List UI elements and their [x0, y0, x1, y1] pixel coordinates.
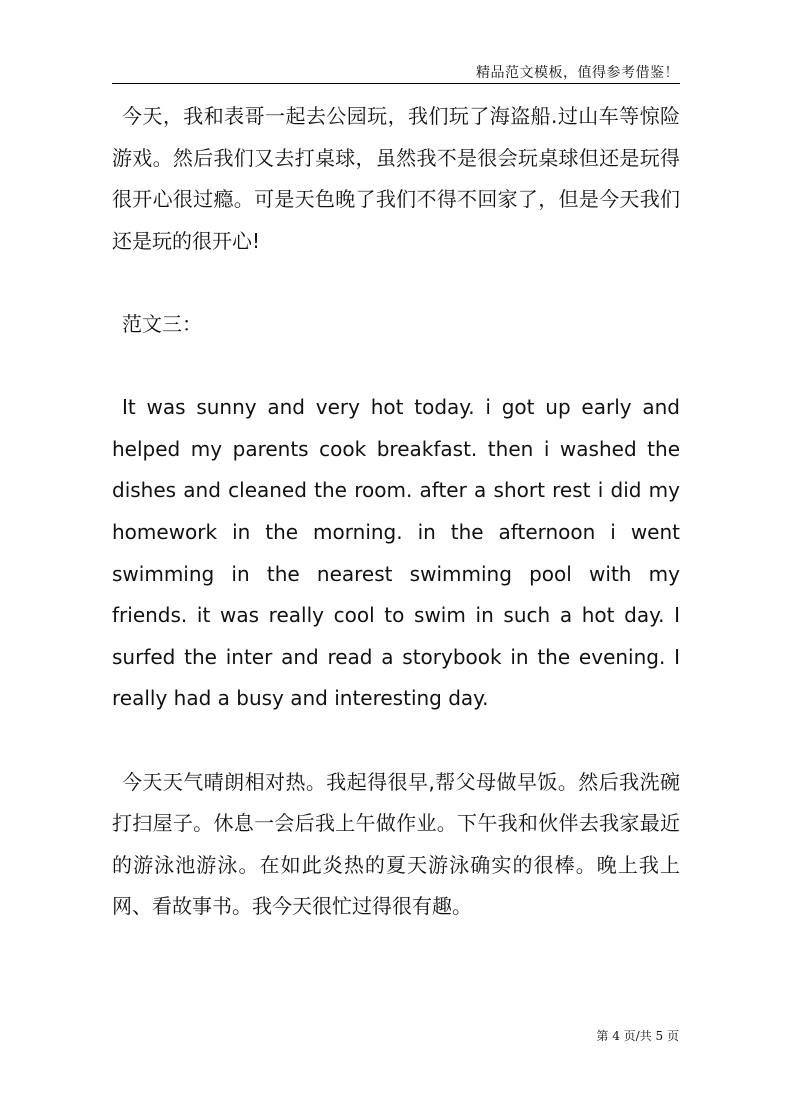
paragraph-1: 今天，我和表哥一起去公园玩，我们玩了海盗船.过山车等惊险游戏。然后我们又去打桌球，虽然我不是很会玩桌球但还是玩得很开心很过瘾。可是天色晚了我们不得不回家了，但是今天我们还是玩的很开心!: [112, 104, 680, 253]
document-body: [112, 96, 680, 928]
header-divider: [112, 83, 680, 84]
paragraph-english: It was sunny and very hot today. i got up early and helped my parents cook breakfast. then i washed the dishes and cleaned the room. after a short rest i did my homework in the morning. in the afternoon i went swimming in the nearest swimming pool with my friends. it was really cool to swim in such a hot day. I surfed the inter and read a storybook in the evening. I really had a busy and interesting day.: [112, 395, 680, 711]
paragraph-chinese: 今天天气晴朗相对热。我起得很早,帮父母做早饭。然后我洗碗打扫屋子。休息一会后我上午做作业。下午我和伙伴去我家最近的游泳池游泳。在如此炎热的夏天游泳确实的很棒。晚上我上网、看故事书。我今天很忙过得很有趣。: [112, 769, 680, 919]
page-number: 第 4 页/共 5 页: [596, 1029, 679, 1043]
section-title: 范文三：: [122, 311, 202, 336]
page-header: 精品范文模板，值得参考借鉴！: [476, 65, 679, 81]
